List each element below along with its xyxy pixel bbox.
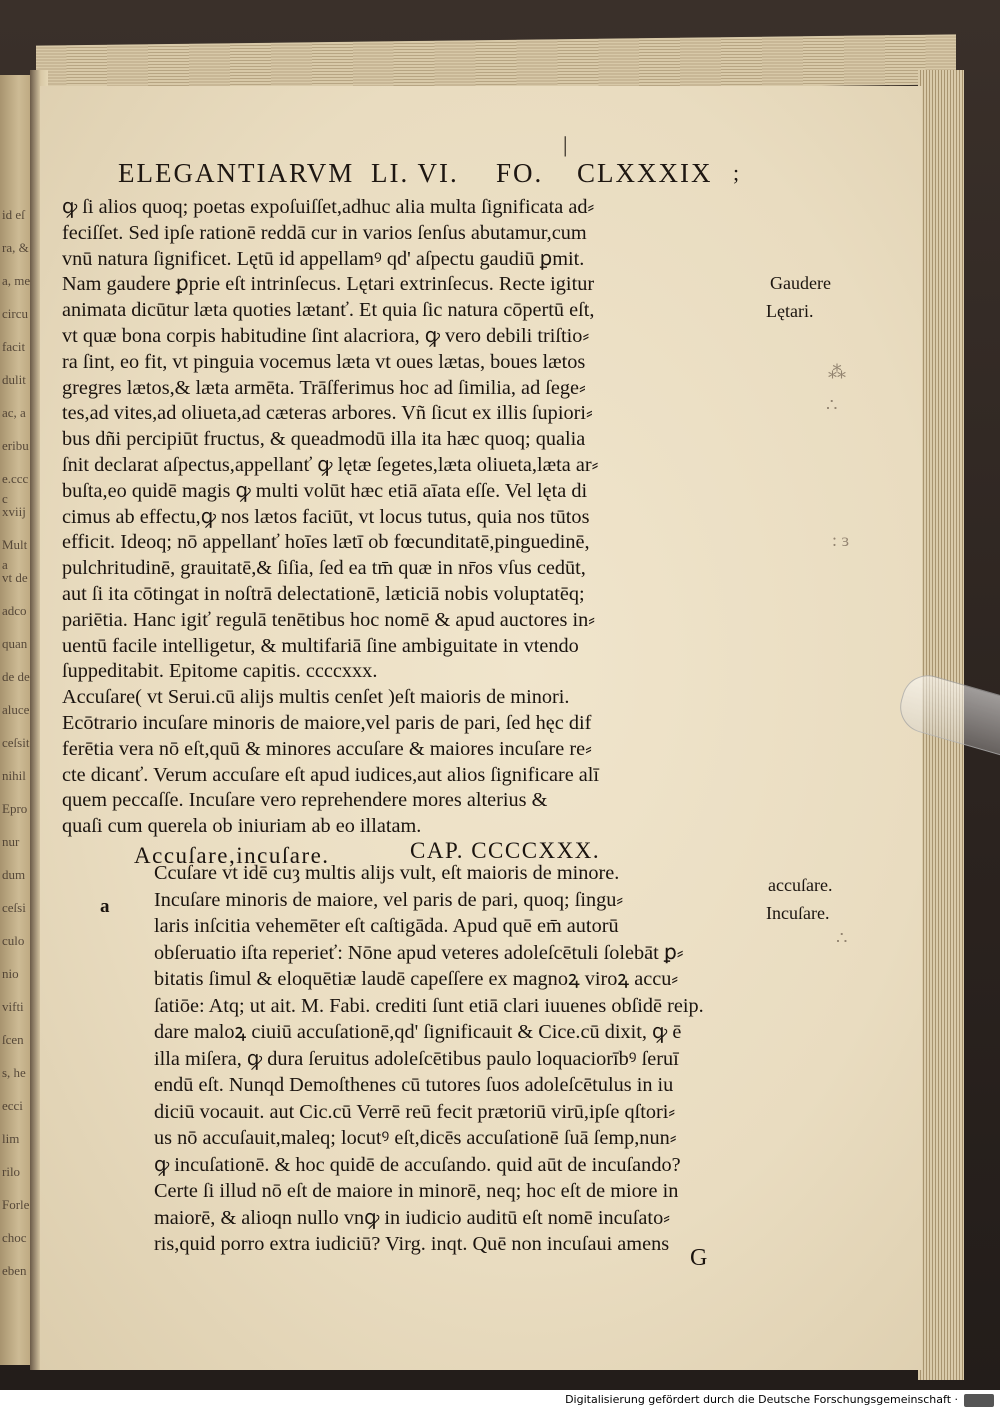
book-number: LI. VI. <box>371 158 459 188</box>
text-line: ꝙ incuſationē. & hoc quidē de accuſando. quid aūt de incuſando? <box>154 1153 681 1176</box>
text-line: dare maloꝝ ciuiū accuſationē,qd' ſignificauit & Cice.cū dixit, ꝙ ē <box>154 1021 682 1043</box>
left-page-line <box>0 634 34 656</box>
funding-note: Digitalisierung gefördert durch die Deutsche Forschungsgemeinschaft · <box>565 1393 958 1406</box>
text-line: vnū natura ſignificet. Lętū id appellamꝰ qd' aſpectu gaudiū ꝑmit. <box>62 247 585 270</box>
left-page-fragment: culo <box>2 933 25 948</box>
left-page-line <box>0 1162 34 1184</box>
text-line: quem peccaſſe. Incuſare vero reprehendere mores alterius & <box>62 789 548 812</box>
text-line: aut ſi ita cōtingat in noſtrā delectationē, læticiā nobis voluptatēq; <box>62 583 585 605</box>
text-line: Certe ſi illud nō eſt de maiore in minorē, neq; hoc eſt de miore in <box>154 1180 679 1202</box>
left-page-fragment: vifti <box>2 999 24 1014</box>
text-line: Nam gaudere ꝑprie eſt intrinſecus. Lętari extrinſecus. Recte igitur <box>62 273 595 296</box>
left-page-fragment: circu <box>2 306 28 321</box>
left-page-fragment: nur <box>2 834 20 849</box>
left-page-line <box>0 337 34 359</box>
text-line: diciū vocauit. aut Cic.cū Verrē reū fecit prætoriū virū,ipſe qſtori⸗ <box>154 1100 676 1123</box>
left-page-line <box>0 370 34 392</box>
left-page-line <box>0 766 34 788</box>
left-page-fragment: rilo <box>2 1164 21 1179</box>
left-page-fragment: ſcen <box>2 1032 24 1047</box>
left-page-fragment: nio <box>2 966 19 981</box>
left-page-fragment: id eſ <box>2 207 25 222</box>
left-page-line <box>0 700 34 722</box>
left-page-line <box>0 898 34 920</box>
text-line: ſuppeditabit. Epitome capitis. ccccxxx. <box>62 660 378 683</box>
marginal-note-incusare: Incuſare. <box>766 903 830 923</box>
text-line: tes,ad vites,ad oliueta,ad cæteras arbores. Vñ ſicut ex illis ſupiori⸗ <box>62 402 593 425</box>
text-line: ra ſint, eo fit, vt pinguia vocemus læta vt oues lætas, boues lætos <box>62 350 586 373</box>
left-page-fragment: ecci <box>2 1098 23 1113</box>
left-page-line <box>0 436 34 458</box>
text-line: ꝙ ſi alios quoq; poetas expoſuiſſet,adhuc alia multa ſignificata ad⸗ <box>62 196 595 218</box>
marginal-note-accusare: accuſare. <box>768 875 833 895</box>
left-page-fragment: e.cccc <box>2 471 29 506</box>
chapter-marker: a <box>100 896 110 917</box>
text-line: us nō accuſauit,maleq; locutꝰ eſt,dicēs accuſationē ſuā ſemp,nun⸗ <box>154 1127 677 1149</box>
left-page-line <box>0 502 34 524</box>
left-page-fragment: ac, a <box>2 405 26 420</box>
text-line: laris inſcitia vehemēter eſt caſtigāda. Apud quē em̄ autorū <box>154 915 619 937</box>
left-page-line <box>0 304 34 326</box>
running-title: ELEGANTIARVM <box>118 158 355 188</box>
stain-mark: ⁂ <box>828 362 846 382</box>
chapter-heading-left: Accuſare,incuſare. <box>134 843 330 868</box>
left-page-fragment: Forle <box>2 1197 30 1212</box>
text-line: endū eſt. Nunqd Demoſthenes cū tutores ſuos adoleſcētulus in iu <box>154 1074 674 1096</box>
text-line: feciſſet. Sed ipſe rationē reddā cur in varios ſenſus abutamur,cum <box>62 221 587 244</box>
left-page-fragment: Multa <box>2 537 28 572</box>
left-page-fragment: eben <box>2 1263 27 1278</box>
left-page-line <box>0 1129 34 1151</box>
left-page-line <box>0 205 34 227</box>
text-line: pulchritudinē, grauitatē,& ſiſia, ſed ea tm̄ quæ in nr̄os vſus cedūt, <box>62 557 586 580</box>
left-page-line <box>0 667 34 689</box>
text-line: efficit. Ideoq; nō appellanť hoīes lætī ob fœcunditatē,pinguedinē, <box>62 531 590 554</box>
text-line: Incuſare minoris de maiore, vel paris de pari, quoq; ſingu⸗ <box>154 888 624 911</box>
text-line: Accuſare( vt Serui.cū alijs multis cenſet )eſt maioris de minori. <box>62 686 570 709</box>
left-page-line <box>0 997 34 1019</box>
text-line: buſta,eo quidē magis ꝙ multi volūt hæc etiā aīata eſſe. Vel lęta di <box>62 479 588 502</box>
left-page-fragment: eribu <box>2 438 29 453</box>
left-page-line <box>0 931 34 953</box>
text-line: animata dicūtur læta quoties lætanť. Et quia ſic natura cōpertū eſt, <box>62 299 595 322</box>
left-page-fragment: ceſsit <box>2 735 30 750</box>
left-page-line <box>0 832 34 854</box>
left-page-line <box>0 799 34 821</box>
stain-mark: ∴ <box>826 395 838 415</box>
left-page-line <box>0 1096 34 1118</box>
folio-mark: ; <box>733 160 740 185</box>
left-page-fragment: facit <box>2 339 26 354</box>
left-page-fragment: ra, & <box>2 240 29 255</box>
left-page-fragment: Epro <box>2 801 28 816</box>
left-page-fragment: nihil <box>2 768 26 783</box>
left-page-fragment: choc <box>2 1230 27 1245</box>
left-page-line <box>0 1030 34 1052</box>
left-page-fragment: xviij <box>2 504 26 519</box>
left-page-line <box>0 733 34 755</box>
text-line: ſatiōe: Atq; ut ait. M. Fabi. crediti ſunt etiā clari iuuenes obſidē reip. <box>154 994 704 1017</box>
text-line: maiorē, & alioqn nullo vnꝙ in iudicio auditū eſt nomē incuſato⸗ <box>154 1206 670 1229</box>
left-page-line <box>0 1195 34 1217</box>
left-page-fragment: a, me <box>2 273 31 288</box>
text-line: gregres lætos,& læta armēta. Trāſferimus hoc ad ſimilia, ad ſege⸗ <box>62 376 586 399</box>
text-line: uentū facile intelligetur, & multifariā ſine ambiguitate in vtendo <box>62 634 579 657</box>
text-line: ferētia vera nō eſt,quū & minores accuſare & maiores incuſare re⸗ <box>62 737 592 760</box>
left-page-fragment: dulit <box>2 372 26 387</box>
left-page-fragment: de de <box>2 669 30 684</box>
text-line: vt quæ bona corpis habitudine ſint alacriora, ꝙ vero debili triſtio⸗ <box>62 325 590 347</box>
text-line: Ecōtrario incuſare minoris de maiore,vel paris de pari, ſed hęc dif <box>62 712 592 734</box>
left-page-line <box>0 964 34 986</box>
left-page-line <box>0 535 34 572</box>
left-page-line <box>0 1063 34 1085</box>
text-line: cimus ab effectu,ꝙ nos lætos faciūt, vt locus tutus, quia nos tūtos <box>62 505 590 528</box>
dfg-logo-icon <box>964 1394 994 1407</box>
text-line: pariētia. Hanc igiť regulā tenētibus hoc nomē & apud auctores in⸗ <box>62 608 595 631</box>
left-page-fragment: ceſsi <box>2 900 26 915</box>
left-page-fragment: dum <box>2 867 26 882</box>
left-page-line <box>0 1261 34 1283</box>
stain-mark: : ɜ <box>832 530 850 550</box>
left-page-line <box>0 601 34 623</box>
stain-mark: ∴ <box>836 928 848 948</box>
text-line: bus dñi percipiūt fructus, & queadmodū illa ita hæc quoq; qualia <box>62 428 586 451</box>
left-page-fragment: lim <box>2 1131 20 1146</box>
text-line: illa miſera, ꝙ dura ſeruitus adoleſcētibus paulo loquaciorībꝰ ſeruī <box>154 1047 679 1070</box>
left-page-fragment: s, he <box>2 1065 26 1080</box>
text-line: ris,quid porro extra iudiciū? Virg. inqt. Quē non incuſaui amens <box>154 1233 670 1255</box>
text-line: obſeruatio iſta reperieť: Nōne apud veteres adoleſcētuli ſolebāt ꝑ⸗ <box>154 941 684 964</box>
left-page-fragment: vt de <box>2 570 28 585</box>
signature-mark: G <box>690 1245 708 1271</box>
left-page-fragment: aluce <box>2 702 30 717</box>
left-page-line <box>0 403 34 425</box>
footer-bar <box>0 1390 1000 1411</box>
marginal-note-letari: Lętari. <box>766 301 814 321</box>
text-line: ſnit declarat aſpectus,appellanť ꝙ lętæ ſegetes,læta oliueta,læta ar⸗ <box>62 454 599 476</box>
text-line: cte dicanť. Verum accuſare eſt apud iudices,aut alios ſignificare alī <box>62 763 600 786</box>
folio-label: FO. <box>496 158 544 188</box>
text-line: quaſi cum querela ob iniuriam ab eo illatam. <box>62 815 422 838</box>
marginal-note-gaudere: Gaudere <box>770 273 831 293</box>
chapter-heading-right: CAP. CCCCXXX. <box>410 838 601 863</box>
left-page-line <box>0 568 34 590</box>
left-page-line <box>0 865 34 887</box>
top-mark: | <box>563 132 568 157</box>
left-page-line <box>0 238 34 260</box>
text-line: bitatis ſimul & eloquētiæ laudē capeſſere ex magnoꝝ viroꝝ accu⸗ <box>154 968 679 990</box>
folio-number: CLXXXIX <box>577 158 713 188</box>
left-page-line <box>0 1228 34 1250</box>
left-page-fragment: quan <box>2 636 28 651</box>
left-page-line <box>0 469 34 506</box>
left-page-line <box>0 271 34 293</box>
left-page-fragment: adco <box>2 603 27 618</box>
text-line: Ccuſare vt idē cuȝ multis alijs vult, eſt maioris de minore. <box>154 862 620 884</box>
